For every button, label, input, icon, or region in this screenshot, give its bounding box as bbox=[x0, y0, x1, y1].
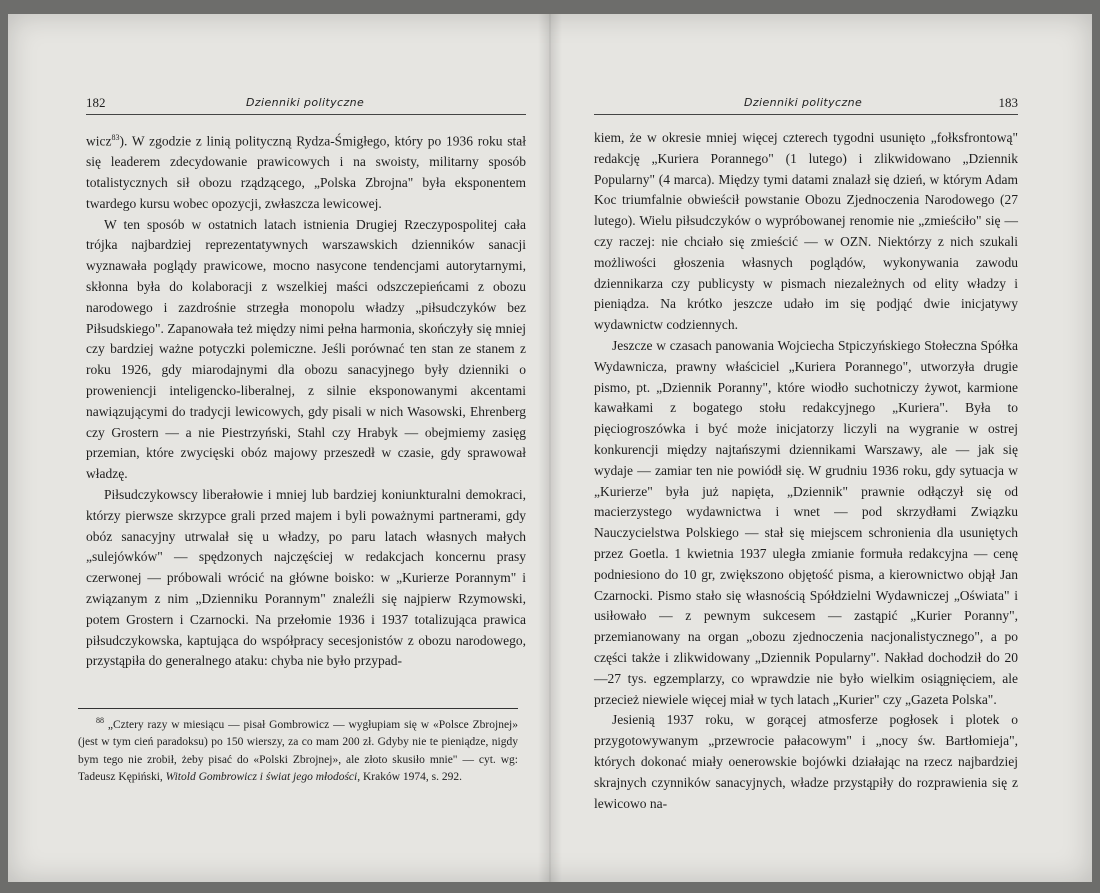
footnote-rule bbox=[78, 708, 518, 709]
body-text bbox=[86, 128, 526, 672]
page-number: 183 bbox=[998, 95, 1018, 110]
paragraph: W ten sposób w ostatnich latach istnienia Drugiej Rzeczypospolitej cała trójka najbardziej reprezentatywnych warszawskich dzienników sanacji wyznawała poglądy prawicowe, mocno nasycone tendencjami autorytarnymi, skłonna była do kolaboracji z wszelkiej maści odszczepieńcami z obozu narodowego i zazdrośnie strzegła monopolu władzy „piłsudczyków bez Piłsudskiego". Zapanowała też między nimi pełna harmonia, skończyły się mniej czy bardziej ważne potyczki polemiczne. Jeśli porównać ten stan ze stanem z roku 1926, gdy miarodajnymi dla obozu sanacyjnego były dzienniki o proweniencji inteligencko-liberalnej, z silnie eksponowanymi akcentami nawiązującymi do tradycji lewicowych, gdy pisali w nich Wasowski, Ehrenberg czy Grostern — a nie Piestrzyński, Stahl czy Hrabyk — obejmiemy zasięg przemian, które zwycięski obóz majowy przeszedł w czasie, gdy sprawował władzę. bbox=[86, 216, 526, 482]
right-page bbox=[554, 14, 1092, 882]
running-head: Dzienniki polityczne bbox=[744, 96, 863, 109]
paragraph bbox=[86, 128, 526, 215]
header-rule bbox=[594, 114, 1018, 115]
paragraph: Jeszcze w czasach panowania Wojciecha Stpiczyńskiego Stołeczna Spółka Wydawnicza, prawny właściciel „Kuriera Porannego", utworzyła drugie pismo, pt. „Dziennik Poranny", które wiodło suchotniczy żywot, karmione kawałkami z bogatego stołu redakcyjnego „Kuriera". Była to pięciogroszówka i być może inicjatorzy liczyli na wygranie w ostrej konkurencji między najtańszymi dziennikami Warszawy, ale — jak się wydaje — zamiar ten nie powiódł się. W grudniu 1936 roku, gdy sytuacja w „Kurierze" była już napięta, „Dziennik" prawnie odłączył się od macierzystego wydawnictwa i wnet — pod skrzydłami Związku Nauczycielstwa Polskiego — stał się miejscem schronienia dla usuniętych przez Goetla. 1 kwietnia 1937 uległa zmianie formuła redakcyjna — cenę podniesiono do 10 gr, zwiększono objętość pisma, a kierownictwo objął Jan Czarnocki. Pismo stało się własnością Spółdzielni Wydawniczej „Oświata" i usiłowało — z pewnym sukcesem — zastąpić „Kurier Poranny", przemianowany na organ „obozu zjednoczenia nacjonalistycznego", a po części także i zlikwidowany „Dziennik Popularny". Nakład dochodził do 20—27 tys. egzemplarzy, co wprawdzie nie było wielkim osiągnięciem, ale przecież niewiele więcej miał w tych latach „Kurier" czy „Gazeta Polska". bbox=[594, 337, 1018, 707]
paragraph: Piłsudczykowscy liberałowie i mniej lub bardziej koniunkturalni demokraci, którzy pierwsze skrzypce grali przed majem i byli poważnymi partnerami, gdy obóz sanacyjny utrwalał się u władzy, po paru latach własnych małych „sulejówków" — spędzonych najczęściej w redakcjach koncernu prasy czerwonej — próbowali wrócić na główne boisko: w „Kurierze Porannym" i związanym z nim „Dzienniku Porannym" znaleźli się najpierw Rzymowski, potem Grostern i Czarnocki. Na przełomie 1936 i 1937 totalizująca prawica piłsudczykowska, kaptująca do współpracy secesjonistów z obozu narodowego, przystąpiła do generalnego ataku: chyba nie było przypad- bbox=[86, 487, 526, 669]
body-text bbox=[594, 128, 1018, 814]
footnote bbox=[78, 712, 518, 786]
page-number: 182 bbox=[86, 95, 106, 110]
footnote-number: 88 bbox=[96, 716, 104, 725]
running-head: Dzienniki polityczne bbox=[246, 96, 365, 109]
page-header bbox=[594, 92, 1018, 116]
footnote-text: „Cztery razy w miesiącu — pisał Gombrowicz — wygłupiam się w «Polsce Zbrojnej» (jest w tym cień paradoksu) po 150 wierszy, za co mam 200 zł. Gdyby nie te pieniądze, nigdy bym tego nie zrobił, żeby pisać do «Polski Zbrojnej», ale złoto skusiło mnie" — cyt. wg: Tadeusz Kępiński, bbox=[78, 718, 518, 784]
paragraph: kiem, że w okresie mniej więcej czterech tygodni usunięto „fołksfrontową" redakcję „Kuriera Porannego" (1 lutego) i zlikwidowano „Dziennik Popularny" (4 marca). Między tymi datami znalazł się dzień, w którym Adam Koc triumfalnie obwieścił powstanie Obozu Zjednoczenia Narodowego (27 lutego). Wielu piłsudczyków o wypróbowanej renomie nie „zmieściło" się — czy raczej: nie chciało się zmieścić — w OZN. Niektórzy z nich szukali możliwości głoszenia własnych poglądów, wykonywania zawodu dziennikarza czy publicysty w pismach niezależnych od elity władzy i pieniądza. Na krótko jeszcze udało im się podjąć dwie inicjatywy wydawnictw codziennych. bbox=[594, 130, 1018, 333]
paragraph: Jesienią 1937 roku, w gorącej atmosferze pogłosek i plotek o przygotowywanym „przewrocie pałacowym" i „nocy św. Bartłomieja", których dokonać miały oenerowskie bojówki działając na rzecz najbardziej skrajnych czynników sanacyjnych, władze przystąpiły do rozprawienia się z lewicowo na- bbox=[594, 712, 1018, 811]
text-run: ). W zgodzie z linią polityczną Rydza-Śmigłego, który po 1936 roku stał się leaderem zdecydowanie prawicowych i na swoisty, militarny sposób totalistycznych sił obozu rządzącego, „Polska Zbrojna" była eksponentem twardego kursu wobec opozycji, zwłaszcza lewicowej. bbox=[86, 133, 526, 211]
text-run: wicz bbox=[86, 133, 112, 149]
footnote-ref: 83 bbox=[111, 133, 120, 142]
footnote-text: , Kraków 1974, s. 292. bbox=[357, 771, 463, 784]
page-header bbox=[86, 92, 526, 116]
header-rule bbox=[86, 114, 526, 115]
footnote-book-title: Witold Gombrowicz i świat jego młodości bbox=[165, 771, 358, 784]
